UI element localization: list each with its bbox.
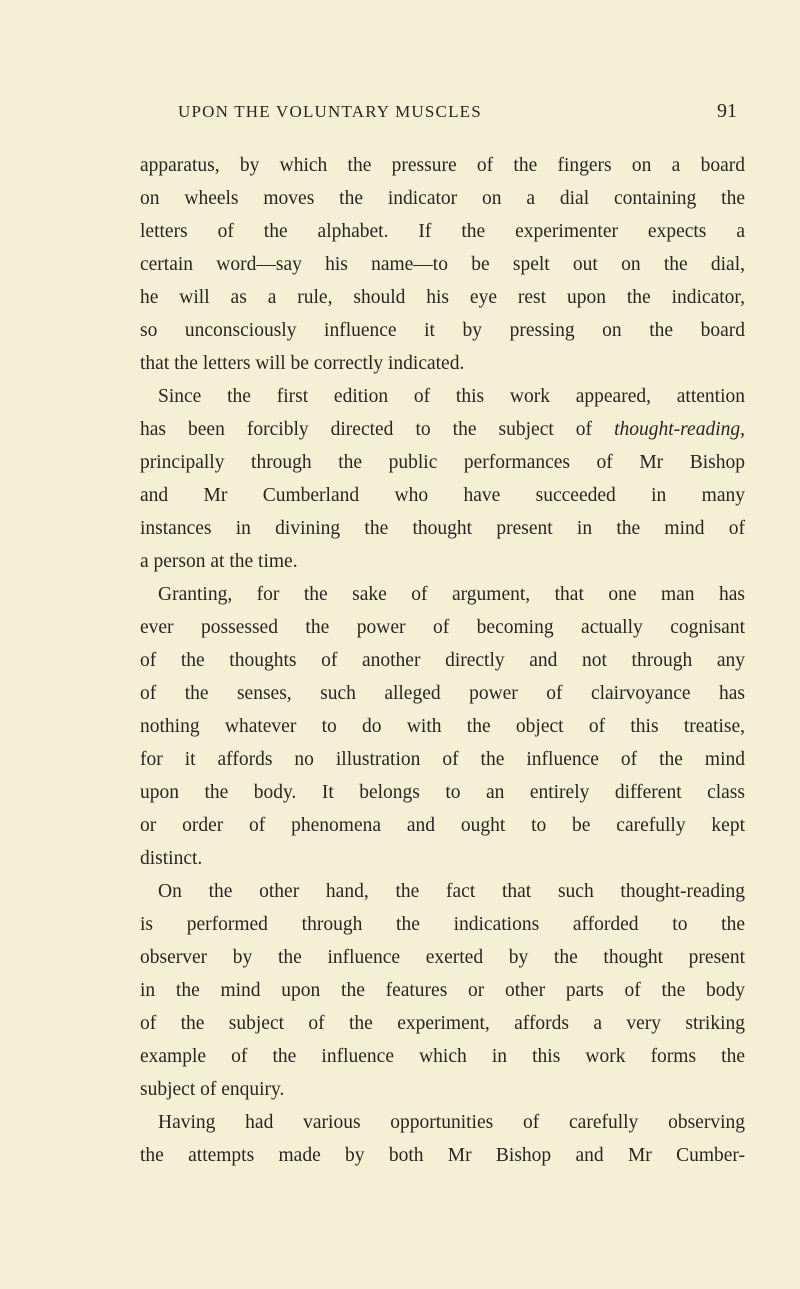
text-line-with-italic <box>140 413 745 446</box>
text-line: or order of phenomena and ought to be carefully kept <box>140 815 745 836</box>
text-line: ever possessed the power of becoming actually cognisant <box>140 617 745 638</box>
text-line: observer by the influence exerted by the thought present <box>140 947 745 968</box>
text-line: on wheels moves the indicator on a dial containing the <box>140 188 745 209</box>
text-line: of the senses, such alleged power of clairvoyance has <box>140 683 745 704</box>
paragraph-1 <box>140 149 745 380</box>
text-line: Since the first edition of this work appeared, attention <box>158 386 745 407</box>
text-segment: , <box>740 419 745 440</box>
text-line: apparatus, by which the pressure of the fingers on a board <box>140 155 745 176</box>
paragraph-3 <box>140 578 745 875</box>
page-number: 91 <box>717 100 737 122</box>
text-line: for it affords no illustration of the influence of the mind <box>140 749 745 770</box>
text-line: he will as a rule, should his eye rest upon the indicator, <box>140 287 745 308</box>
text-line: certain word—say his name—to be spelt out on the dial, <box>140 254 745 275</box>
text-line: distinct. <box>140 848 203 869</box>
text-line: instances in divining the thought present in the mind of <box>140 518 745 539</box>
text-line: is performed through the indications afforded to the <box>140 914 745 935</box>
text-line: On the other hand, the fact that such thought-reading <box>158 881 745 902</box>
text-line: subject of enquiry. <box>140 1079 285 1100</box>
text-line: in the mind upon the features or other parts of the body <box>140 980 745 1001</box>
running-head <box>140 100 745 130</box>
italic-term: thought-reading <box>614 419 741 440</box>
text-line: of the subject of the experiment, affords a very striking <box>140 1013 745 1034</box>
body-text <box>140 149 745 1172</box>
text-line: example of the influence which in this work forms the <box>140 1046 745 1067</box>
text-line: the attempts made by both Mr Bishop and Mr Cumber- <box>140 1145 745 1166</box>
text-line: principally through the public performances of Mr Bishop <box>140 452 745 473</box>
paragraph-4 <box>140 875 745 1106</box>
text-line: that the letters will be correctly indicated. <box>140 353 465 374</box>
text-line: and Mr Cumberland who have succeeded in many <box>140 485 745 506</box>
running-title: UPON THE VOLUNTARY MUSCLES <box>178 102 482 121</box>
paragraph-5 <box>140 1106 745 1172</box>
text-line: of the thoughts of another directly and not through any <box>140 650 745 671</box>
text-line: letters of the alphabet. If the experimenter expects a <box>140 221 745 242</box>
text-line: a person at the time. <box>140 551 298 572</box>
paragraph-2 <box>140 380 745 578</box>
text-segment: has been forcibly directed to the subject of <box>140 419 615 440</box>
text-line: Having had various opportunities of carefully observing <box>158 1112 745 1133</box>
text-line: upon the body. It belongs to an entirely different class <box>140 782 745 803</box>
text-line: nothing whatever to do with the object of this treatise, <box>140 716 745 737</box>
text-line: Granting, for the sake of argument, that one man has <box>158 584 745 605</box>
text-line: so unconsciously influence it by pressing on the board <box>140 320 745 341</box>
